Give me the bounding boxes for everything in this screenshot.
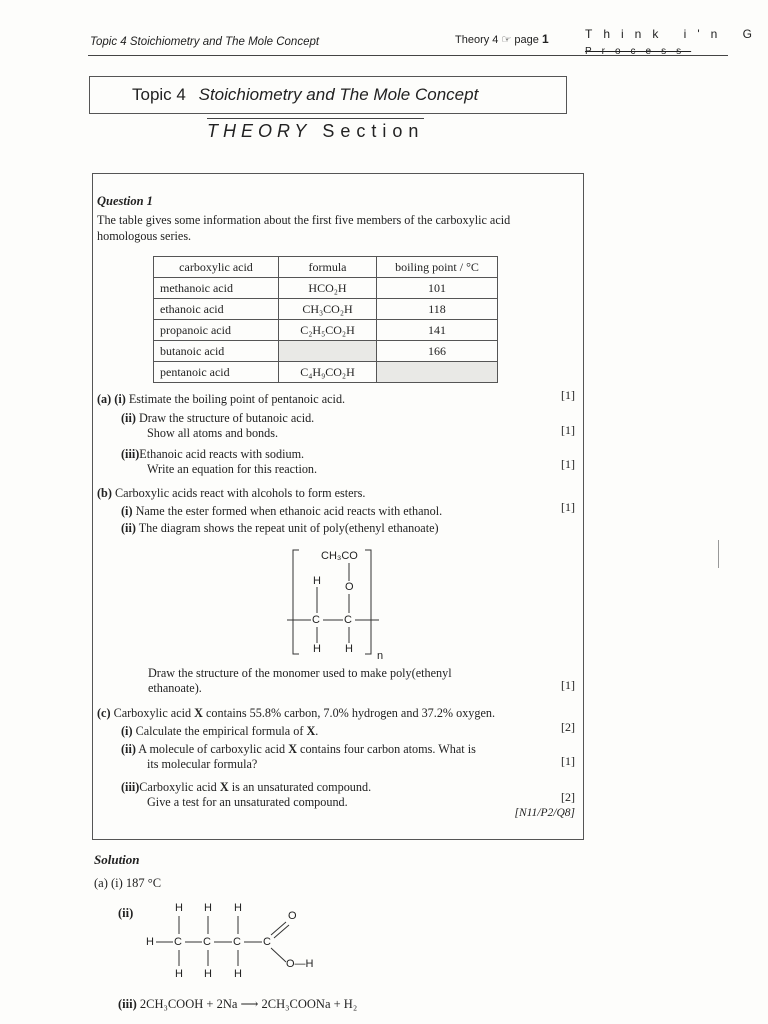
atom-h: H: [234, 968, 242, 980]
part-text: The diagram shows the repeat unit of poly(ethenyl ethanoate): [138, 521, 439, 535]
pointing-hand-icon: ☞: [501, 34, 512, 46]
table-cell: 141: [377, 320, 498, 341]
mark: [2]: [561, 720, 575, 734]
part-text: is an unsaturated compound.: [231, 780, 372, 794]
mark: [1]: [561, 500, 575, 514]
part-b-ii: [121, 521, 439, 536]
solution-a-i: (a) (i) 187 °C: [94, 876, 162, 890]
part-text: Estimate the boiling point of pentanoic acid.: [128, 392, 346, 406]
atom-c: C: [203, 936, 211, 948]
part-text: Write an equation for this reaction.: [147, 462, 318, 476]
part-label: (iii): [121, 447, 140, 461]
table-row: [154, 299, 498, 320]
section-heading-part1: THEORY: [207, 121, 312, 141]
carboxylic-acid-table: [153, 256, 498, 383]
part-c: [97, 706, 495, 721]
table-row: [154, 278, 498, 299]
page-label: page: [514, 34, 539, 46]
part-c-i: [121, 724, 318, 739]
part-label: (ii): [121, 742, 136, 756]
theory-label: Theory 4: [455, 34, 499, 46]
polymer-carbon: C: [312, 614, 320, 626]
table-cell: C₂H₅CO₂H: [279, 320, 377, 341]
mark: [1]: [561, 423, 575, 437]
part-text: contains four carbon atoms. What is: [300, 742, 476, 756]
scan-edge-mark: [718, 540, 719, 568]
mark: [1]: [561, 678, 575, 692]
atom-c: C: [233, 936, 241, 948]
part-text: its molecular formula?: [147, 757, 258, 771]
part-a-iii: [121, 447, 317, 477]
table-cell-shaded: [377, 362, 498, 383]
header-topic-title: Topic 4 Stoichiometry and The Mole Concept: [90, 36, 320, 48]
polymer-hydrogen: H: [345, 643, 353, 655]
butanoic-acid-structure: [140, 900, 340, 984]
part-label: (ii): [121, 411, 136, 425]
part-label: (i): [121, 504, 133, 518]
part-label: (a) (i): [97, 392, 126, 406]
part-text: contains 55.8% carbon, 7.0% hydrogen and 37.2% oxygen.: [205, 706, 496, 720]
compound-x: X: [288, 742, 297, 756]
brand-line-2: Process: [585, 46, 692, 57]
atom-h: H: [146, 936, 154, 948]
part-b-ii-task: [148, 666, 568, 696]
part-text: Draw the structure of butanoic acid.: [138, 411, 315, 425]
part-label: (b): [97, 486, 112, 500]
part-label: (i): [121, 724, 133, 738]
solution-title: Solution: [94, 852, 140, 867]
table-header-row: [154, 257, 498, 278]
table-header: carboxylic acid: [154, 257, 279, 278]
part-a-i: [97, 392, 345, 407]
atom-h: H: [204, 902, 212, 914]
part-c-ii: [121, 742, 476, 772]
atom-h: H: [175, 902, 183, 914]
table-cell: HCO₂H: [279, 278, 377, 299]
atom-c: C: [263, 936, 271, 948]
part-text: ethanoate).: [148, 681, 202, 695]
section-heading-part2: Section: [322, 121, 425, 141]
solution-a-ii-label: (ii): [118, 906, 134, 920]
atom-h: H: [175, 968, 183, 980]
topic-box: [89, 76, 567, 114]
mark: [1]: [561, 388, 575, 402]
atom-c: C: [174, 936, 182, 948]
part-label: (ii): [121, 521, 136, 535]
part-text: Carboxylic acid: [139, 780, 217, 794]
compound-x: X: [194, 706, 203, 720]
question-title: Question 1: [97, 194, 153, 208]
part-text: Carboxylic acid: [113, 706, 192, 720]
header-page-info: [455, 32, 549, 46]
part-b: [97, 486, 365, 501]
part-text: Show all atoms and bonds.: [147, 426, 279, 440]
polymer-hydrogen: H: [313, 643, 321, 655]
compound-x: X: [219, 780, 229, 794]
part-text: Ethanoic acid reacts with sodium.: [139, 447, 305, 461]
table-header: boiling point / °C: [377, 257, 498, 278]
table-cell: butanoic acid: [154, 341, 279, 362]
polymer-subscript-n: n: [377, 650, 384, 662]
mark: [2]: [561, 790, 575, 804]
question-intro: The table gives some information about the first five members of the carboxylic acid homologous series.: [97, 213, 511, 243]
table-cell: 101: [377, 278, 498, 299]
compound-x: X: [306, 724, 316, 738]
part-label: (c): [97, 706, 111, 720]
table-cell: 166: [377, 341, 498, 362]
part-text: Name the ester formed when ethanoic acid reacts with ethanol.: [135, 504, 443, 518]
table-row: [154, 362, 498, 383]
topic-title: Stoichiometry and The Mole Concept: [198, 85, 479, 104]
section-heading: [207, 118, 424, 142]
exam-reference: [N11/P2/Q8]: [514, 807, 575, 819]
table-header: formula: [279, 257, 377, 278]
polymer-carbon: C: [344, 614, 352, 626]
table-cell: CH₃CO₂H: [279, 299, 377, 320]
part-text: Draw the structure of the monomer used to make poly(ethenyl: [148, 666, 452, 680]
table-cell: pentanoic acid: [154, 362, 279, 383]
atom-o: O: [288, 910, 297, 922]
table-cell-shaded: [279, 341, 377, 362]
hydroxyl-group: O—H: [286, 958, 314, 970]
part-text: Give a test for an unsaturated compound.: [147, 795, 348, 809]
part-text: Calculate the empirical formula of: [135, 724, 304, 738]
part-c-iii: [121, 780, 371, 810]
table-cell: methanoic acid: [154, 278, 279, 299]
header-divider: [88, 55, 728, 56]
part-a-ii: [121, 411, 314, 441]
table-cell: C₄H₉CO₂H: [279, 362, 377, 383]
polymer-side-group: CH₃CO: [321, 550, 358, 562]
part-text: Carboxylic acids react with alcohols to form esters.: [114, 486, 366, 500]
part-label: (iii): [121, 780, 140, 794]
part-text: A molecule of carboxylic acid: [138, 742, 286, 756]
polymer-repeat-unit-diagram: [283, 546, 393, 664]
part-label: (iii): [118, 997, 137, 1011]
table-row: [154, 320, 498, 341]
solution-a-iii: [118, 996, 357, 1012]
table-cell: 118: [377, 299, 498, 320]
table-cell: ethanoic acid: [154, 299, 279, 320]
polymer-oxygen: O: [345, 581, 354, 593]
page-number: 1: [541, 32, 549, 46]
polymer-hydrogen: H: [313, 575, 321, 587]
mark: [1]: [561, 457, 575, 471]
topic-prefix: Topic 4: [132, 85, 186, 104]
brand-line-1: Think i'n G: [585, 27, 763, 41]
mark: [1]: [561, 754, 575, 768]
atom-h: H: [204, 968, 212, 980]
table-cell: propanoic acid: [154, 320, 279, 341]
part-text: .: [315, 724, 319, 738]
table-row: [154, 341, 498, 362]
part-b-i: [121, 504, 442, 519]
equation: 2CH₃COOH + 2Na ⟶ 2CH₃COONa + H₂: [139, 997, 358, 1011]
polymer-bonds: [283, 546, 393, 664]
atom-h: H: [234, 902, 242, 914]
question-box: [92, 173, 584, 840]
